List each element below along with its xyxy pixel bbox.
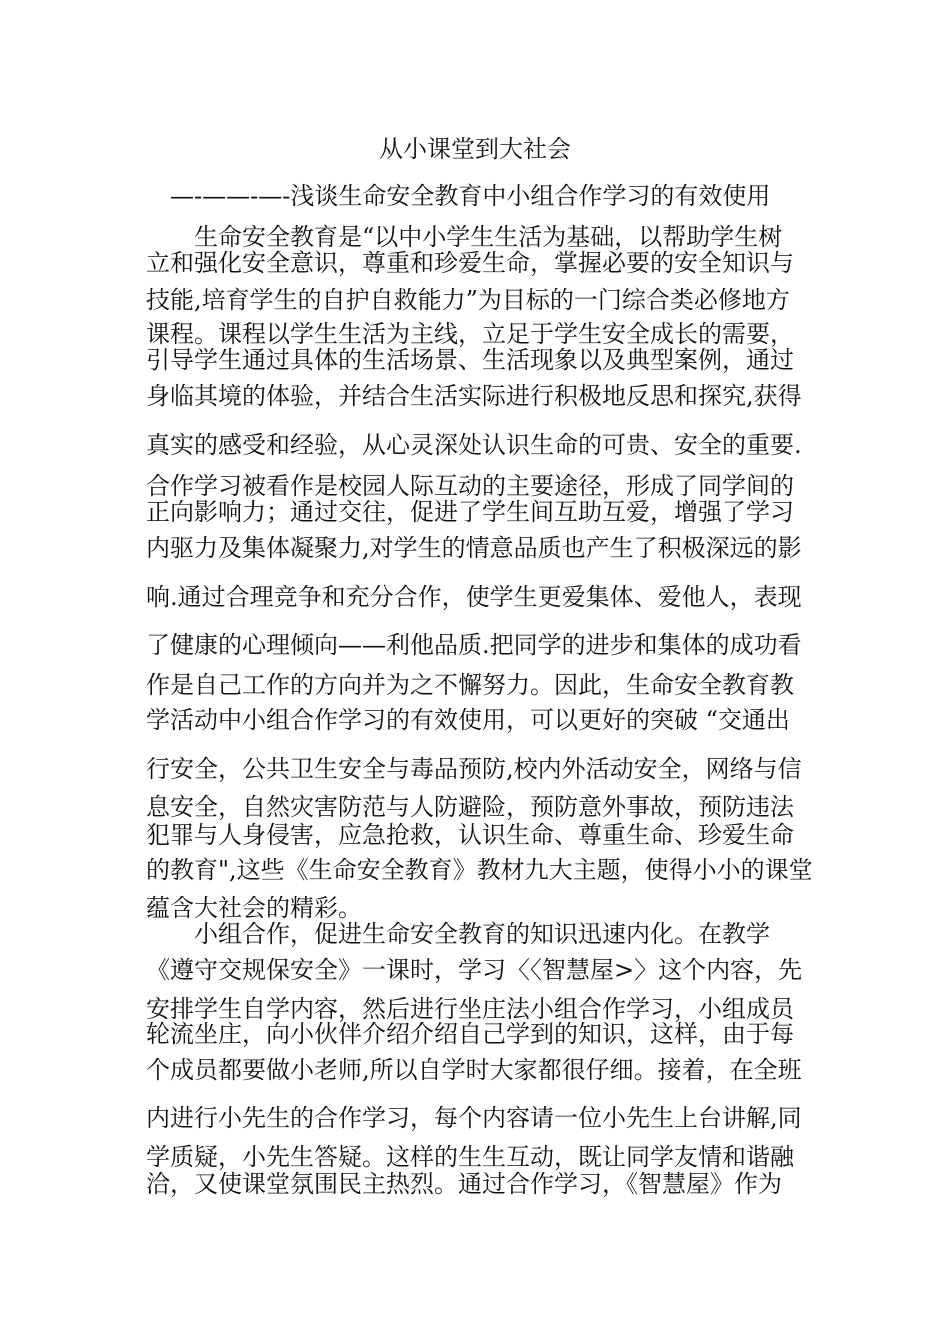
- paragraph-line: 洽，又使课堂氛围民主热烈。通过合作学习，《智慧屋》作为: [146, 1170, 782, 1198]
- paragraph-line: 引导学生通过具体的生活场景、生活现象以及典型案例，通过: [146, 346, 794, 374]
- paragraph-line: 内进行小先生的合作学习，每个内容请一位小先生上台讲解,同: [146, 1104, 802, 1132]
- paragraph-line: 响.通过合理竞争和充分合作，使学生更爱集体、爱他人，表现: [146, 583, 802, 611]
- paragraph-line: 正向影响力；通过交往，促进了学生间互助互爱，增强了学习: [146, 498, 794, 526]
- paragraph-line: 立和强化安全意识，尊重和珍爱生命，掌握必要的安全知识与: [146, 249, 794, 277]
- paragraph-line: 课程。课程以学生生活为主线，立足于学生安全成长的需要，: [146, 320, 794, 348]
- paragraph-line: 技能,培育学生的自护自救能力”为目标的一门综合类必修地方: [146, 286, 790, 314]
- paragraph-line: 个成员都要做小老师,所以自学时大家都很仔细。接着，在全班: [146, 1056, 802, 1084]
- document-subtitle: —-——-—-浅谈生命安全教育中小组合作学习的有效使用: [170, 182, 771, 210]
- paragraph-line: 小组合作，促进生命安全教育的知识迅速内化。在教学: [194, 920, 770, 948]
- document-title: 从小课堂到大社会: [379, 135, 571, 163]
- paragraph-line: 犯罪与人身侵害，应急抢救，认识生命、尊重生命、珍爱生命: [146, 821, 794, 849]
- paragraph-line: 真实的感受和经验，从心灵深处认识生命的可贵、安全的重要.: [146, 431, 802, 459]
- paragraph-line: 内驱力及集体凝聚力,对学生的情意品质也产生了积极深远的影: [146, 534, 802, 562]
- paragraph-line: 身临其境的体验，并结合生活实际进行积极地反思和探究,获得: [146, 382, 802, 410]
- paragraph-line: 息安全，自然灾害防范与人防避险，预防意外事故，预防违法: [146, 793, 794, 821]
- paragraph-line: 作是自己工作的方向并为之不懈努力。因此，生命安全教育教: [146, 671, 794, 699]
- paragraph-line: 学活动中小组合作学习的有效使用，可以更好的突破 “交通出: [146, 706, 790, 734]
- paragraph-line: 安排学生自学内容，然后进行坐庄法小组合作学习，小组成员: [146, 995, 794, 1023]
- paragraph-line: 合作学习被看作是校园人际互动的主要途径，形成了同学间的: [146, 472, 794, 500]
- paragraph-line: 轮流坐庄，向小伙伴介绍介绍自己学到的知识，这样，由于每: [146, 1020, 794, 1048]
- paragraph-line: 了健康的心理倾向——利他品质.把同学的进步和集体的成功看: [146, 631, 802, 659]
- paragraph-line: 生命安全教育是“以中小学生生活为基础，以帮助学生树: [194, 223, 783, 251]
- paragraph-line: 学质疑，小先生答疑。这样的生生互动，既让同学友情和谐融: [146, 1143, 794, 1171]
- paragraph-line: 《遵守交规保安全》一课时，学习〈〈智慧屋>〉这个内容，先: [146, 956, 803, 984]
- paragraph-line: 行安全，公共卫生安全与毒品预防,校内外活动安全，网络与信: [146, 755, 802, 783]
- paragraph-line: 的教育",这些《生命安全教育》教材九大主题，使得小小的课堂: [146, 856, 813, 884]
- paragraph-line: 蕴含大社会的精彩。: [146, 894, 362, 922]
